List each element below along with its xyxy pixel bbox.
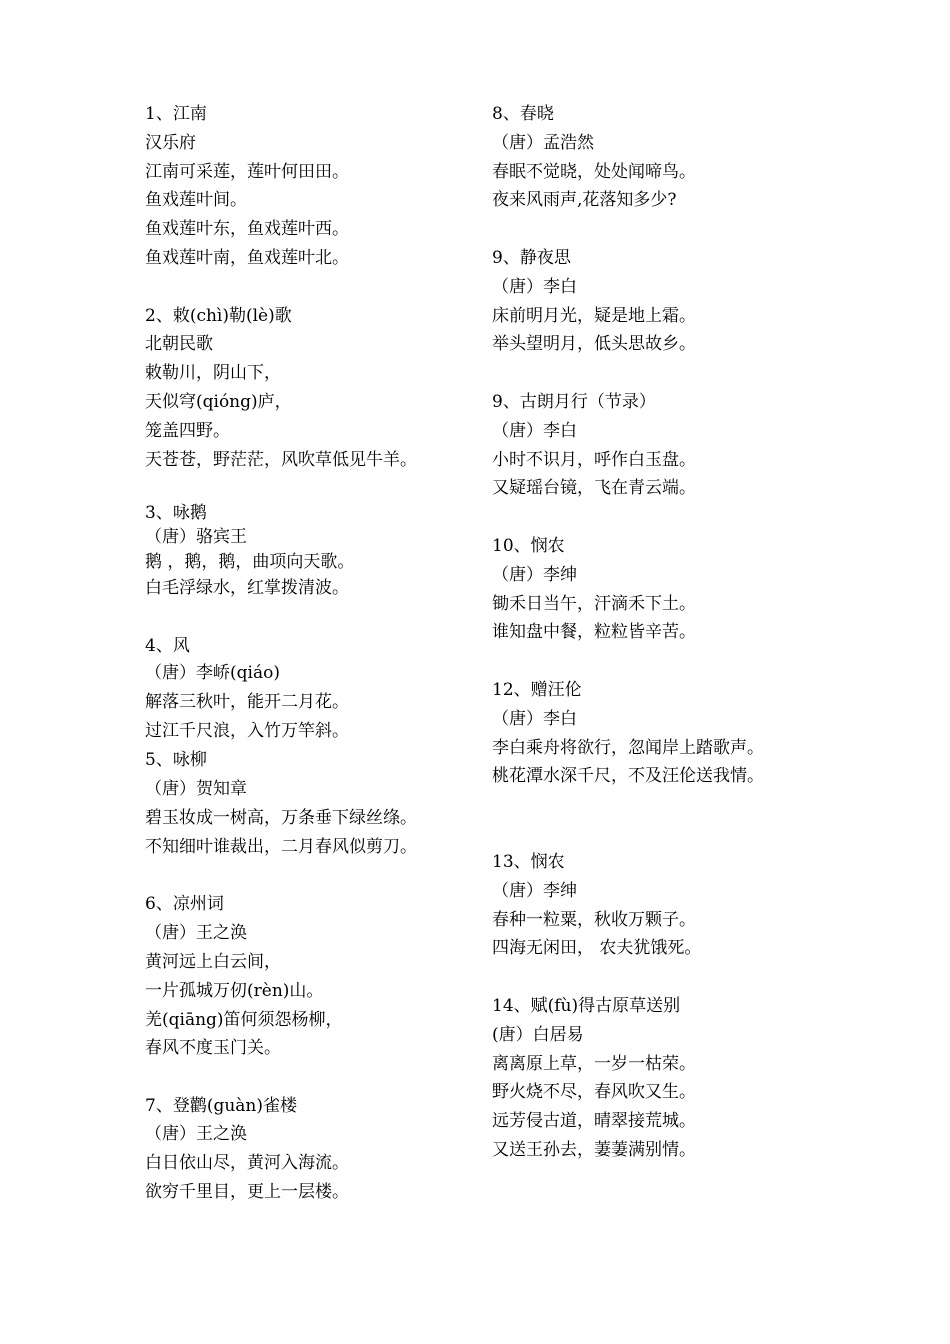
poem-3-line-1: 鹅 ，鹅，鹅，曲项向天歌。 (145, 552, 355, 572)
poem-9b-line-1: 小时不识月，呼作白玉盘。 (492, 450, 696, 470)
poem-14-line-3: 远芳侵古道，晴翠接荒城。 (492, 1111, 696, 1131)
poem-4-title: 4、风 (145, 636, 190, 656)
poem-6-author: （唐）王之涣 (145, 923, 247, 943)
poem-13-line-2: 四海无闲田， 农夫犹饿死。 (492, 938, 702, 958)
poem-7-author: （唐）王之涣 (145, 1124, 247, 1144)
poem-1-title: 1、江南 (145, 104, 207, 124)
poem-13-author: （唐）李绅 (492, 881, 577, 901)
poem-14-line-2: 野火烧不尽，春风吹又生。 (492, 1082, 696, 1102)
poem-10-line-1: 锄禾日当午，汗滴禾下土。 (492, 594, 696, 614)
poem-14-line-4: 又送王孙去，萋萋满别情。 (492, 1140, 696, 1160)
poem-1-author: 汉乐府 (145, 133, 196, 153)
poem-2-line-1: 敕勒川，阴山下， (145, 363, 281, 383)
poem-10-line-2: 谁知盘中餐，粒粒皆辛苦。 (492, 622, 696, 642)
poem-12-title: 12、赠汪伦 (492, 680, 582, 700)
poem-6-title: 6、凉州词 (145, 894, 224, 914)
poem-14-title: 14、赋(fù)得古原草送别 (492, 996, 681, 1016)
poem-9b-title: 9、古朗月行（节录） (492, 392, 656, 412)
poem-1-line-2: 鱼戏莲叶间。 (145, 190, 247, 210)
poem-2-title: 2、敕(chì)勒(lè)歌 (145, 306, 292, 326)
poem-3-author: （唐）骆宾王 (145, 527, 247, 547)
poem-2-line-3: 笼盖四野。 (145, 421, 230, 441)
poem-2-author: 北朝民歌 (145, 334, 213, 354)
poem-1-line-3: 鱼戏莲叶东，鱼戏莲叶西。 (145, 219, 349, 239)
poem-12-line-1: 李白乘舟将欲行，忽闻岸上踏歌声。 (492, 738, 764, 758)
poem-2-line-2: 天似穹(qióng)庐， (145, 392, 292, 412)
poem-8-line-2: 夜来风雨声,花落知多少? (492, 190, 677, 210)
poem-2-line-4: 天苍苍，野茫茫，风吹草低见牛羊。 (145, 450, 417, 470)
poem-1-line-1: 江南可采莲，莲叶何田田。 (145, 162, 349, 182)
poem-10-author: （唐）李绅 (492, 565, 577, 585)
poem-8-line-1: 春眠不觉晓，处处闻啼鸟。 (492, 162, 696, 182)
poem-6-line-4: 春风不度玉门关。 (145, 1038, 281, 1058)
poem-8-author: （唐）孟浩然 (492, 133, 594, 153)
poem-4-line-1: 解落三秋叶，能开二月花。 (145, 692, 349, 712)
poem-9-line-1: 床前明月光，疑是地上霜。 (492, 306, 696, 326)
poem-12-author: （唐）李白 (492, 709, 577, 729)
poem-5-line-2: 不知细叶谁裁出，二月春风似剪刀。 (145, 837, 417, 857)
poem-9b-author: （唐）李白 (492, 421, 577, 441)
poem-9b-line-2: 又疑瑶台镜，飞在青云端。 (492, 478, 696, 498)
poem-5-title: 5、咏柳 (145, 750, 207, 770)
poem-7-title: 7、登鹳(guàn)雀楼 (145, 1096, 297, 1116)
poem-4-line-2: 过江千尺浪，入竹万竿斜。 (145, 721, 349, 741)
poem-6-line-2: 一片孤城万仞(rèn)山。 (145, 981, 324, 1001)
poem-13-title: 13、悯农 (492, 852, 565, 872)
poem-14-author: (唐）白居易 (492, 1025, 584, 1045)
poem-5-line-1: 碧玉妆成一树高，万条垂下绿丝绦。 (145, 808, 417, 828)
poem-9-line-2: 举头望明月，低头思故乡。 (492, 334, 696, 354)
poem-6-line-1: 黄河远上白云间， (145, 952, 281, 972)
poem-5-author: （唐）贺知章 (145, 779, 247, 799)
poem-6-line-3: 羌(qiāng)笛何须怨杨柳， (145, 1010, 343, 1030)
poem-14-line-1: 离离原上草，一岁一枯荣。 (492, 1054, 696, 1074)
poem-3-title: 3、咏鹅 (145, 503, 207, 523)
poem-1-line-4: 鱼戏莲叶南，鱼戏莲叶北。 (145, 248, 349, 268)
poem-8-title: 8、春晓 (492, 104, 554, 124)
poem-9-author: （唐）李白 (492, 277, 577, 297)
poem-13-line-1: 春种一粒粟，秋收万颗子。 (492, 910, 696, 930)
poem-9-title: 9、静夜思 (492, 248, 571, 268)
poem-12-line-2: 桃花潭水深千尺，不及汪伦送我情。 (492, 766, 764, 786)
poem-10-title: 10、悯农 (492, 536, 565, 556)
poem-3-line-2: 白毛浮绿水，红掌拨清波。 (145, 578, 349, 598)
poem-4-author: （唐）李峤(qiáo) (145, 663, 280, 683)
poem-7-line-2: 欲穷千里目，更上一层楼。 (145, 1182, 349, 1202)
poem-7-line-1: 白日依山尽，黄河入海流。 (145, 1153, 349, 1173)
